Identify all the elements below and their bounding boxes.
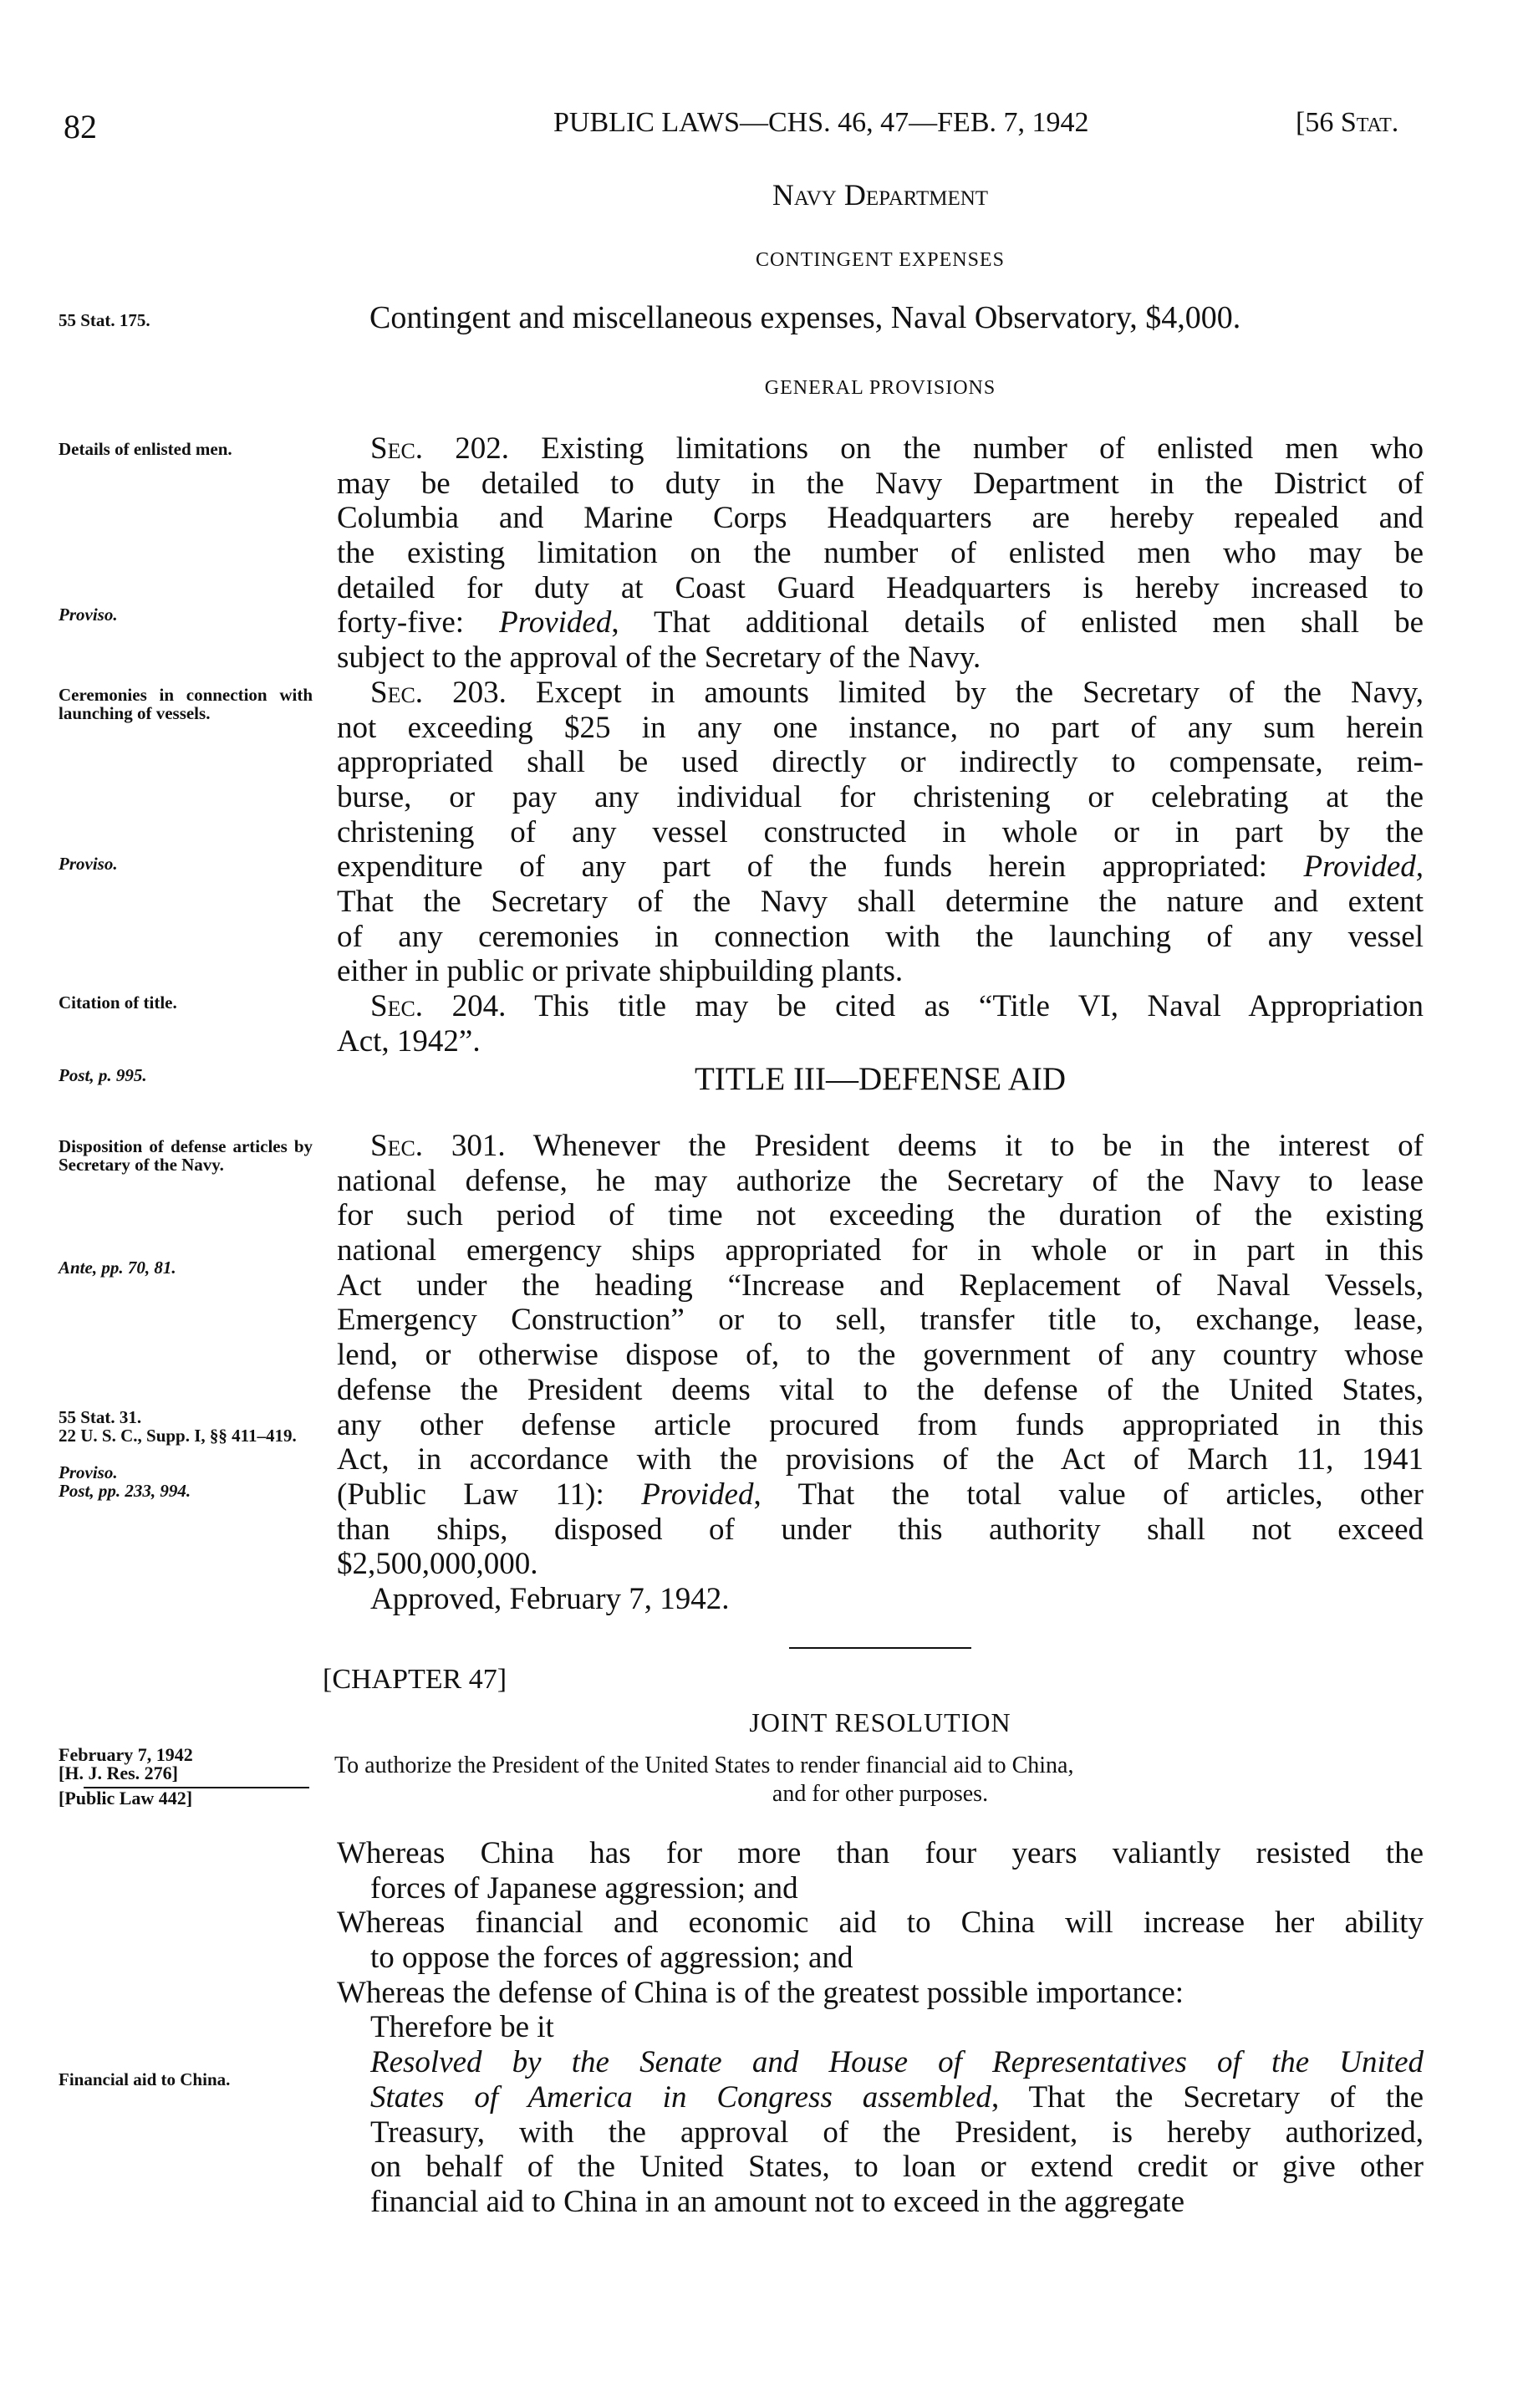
joint-resolution-text (337, 1836, 1424, 2220)
text-line: (Public Law 11): Provided, That the total value of articles, other (337, 1477, 1424, 1512)
section-label: Sec. (370, 989, 424, 1023)
text-line: Act under the heading “Increase and Replacement of Naval Vessels, (337, 1268, 1424, 1303)
text-line: subject to the approval of the Secretary of the Navy. (337, 640, 981, 676)
text-line: may be detailed to duty in the Navy Department in the District of (337, 466, 1424, 501)
text-line: than ships, disposed of under this authority shall not exceed (337, 1512, 1424, 1547)
note-usc: 22 U. S. C., Supp. I, §§ 411–419. (59, 1426, 297, 1446)
text-line: any other defense article procured from funds appropriated in this (337, 1407, 1424, 1442)
purpose-line-1: To authorize the President of the United States to render financial aid to China, (334, 1752, 1074, 1778)
note-post-995: Post, p. 995. (59, 1065, 147, 1085)
text-line: not exceeding $25 in any one instance, no part of any sum herein (337, 710, 1424, 745)
text-line: appropriated shall be used directly or indirectly to compensate, reim- (337, 745, 1424, 780)
italic-text: States of America in Congress assembled (370, 2079, 991, 2115)
chapter-label: [CHAPTER 47] (323, 1664, 507, 1695)
text-line: financial aid to China in an amount not to exceed in the aggregate (370, 2184, 1184, 2219)
text-line: forty-five: Provided, That additional details of enlisted men shall be (337, 605, 1424, 640)
volume-label: [56 Stat. (1296, 107, 1399, 138)
navy-department-heading: Navy Department (772, 178, 989, 212)
text-line: Whereas China has for more than four years valiantly resisted the (337, 1836, 1424, 1870)
note-citation: Citation of title. (59, 992, 177, 1013)
section-label: Sec. (370, 431, 424, 466)
text-line: of any ceremonies in connection with the launching of any vessel (337, 919, 1424, 954)
text-line: Columbia and Marine Corps Headquarters are hereby repealed and (337, 501, 1424, 536)
text-line: to oppose the forces of aggression; and (370, 1941, 853, 1976)
general-provisions-heading: GENERAL PROVISIONS (764, 377, 996, 399)
text-line: Whereas financial and economic aid to China will increase her ability (337, 1905, 1424, 1941)
note-details-enlisted: Details of enlisted men. (59, 439, 232, 459)
note-disposition: Disposition of defense articles by Secretary of the Navy. (59, 1136, 313, 1175)
section-label: Sec. (370, 1129, 424, 1163)
italic-text: Provided (641, 1477, 754, 1512)
text-line (337, 2045, 1424, 2080)
contingent-expenses-heading: CONTINGENT EXPENSES (756, 249, 1005, 271)
chapter-divider (789, 1647, 971, 1649)
note-stat-31: 55 Stat. 31. (59, 1407, 142, 1427)
text-line: defense the President deems vital to the defense of the United States, (337, 1372, 1424, 1407)
note-post-233: Post, pp. 233, 994. (59, 1481, 191, 1501)
note-ceremonies: Ceremonies in connection with launching of vessels. (59, 685, 313, 723)
purpose-line-2: and for other purposes. (772, 1781, 989, 1807)
page-number: 82 (64, 108, 97, 145)
text-line: christening of any vessel constructed in whole or in part by the (337, 814, 1424, 849)
note-financial-aid: Financial aid to China. (59, 2069, 231, 2089)
text-line: States of America in Congress assembled, That the Secretary of the (370, 2079, 1424, 2115)
note-date: February 7, 1942 (59, 1744, 193, 1765)
text-line: Sec. 301. Whenever the President deems it to be in the interest of (370, 1129, 1424, 1163)
note-ante: Ante, pp. 70, 81. (59, 1258, 176, 1278)
text-line: Whereas the defense of China is of the greatest possible importance: (337, 1975, 1184, 2010)
text-line: $2,500,000,000. (337, 1547, 538, 1582)
text-line: Therefore be it (370, 2010, 554, 2045)
note-stat-175: 55 Stat. 175. (59, 310, 150, 330)
italic-text: Provided (499, 605, 612, 640)
running-title: PUBLIC LAWS—CHS. 46, 47—FEB. 7, 1942 (553, 107, 1089, 138)
note-hjres: [H. J. Res. 276] (59, 1763, 178, 1783)
text-line: forces of Japanese aggression; and (370, 1870, 798, 1905)
italic-text: Provided, (1303, 849, 1424, 885)
text-line: national defense, he may authorize the Secretary of the Navy to lease (337, 1163, 1424, 1198)
text-line: Sec. 204. This title may be cited as “Title VI, Naval Appropriation (370, 989, 1424, 1023)
text-line: detailed for duty at Coast Guard Headquarters is hereby increased to (337, 570, 1424, 605)
italic-text: Resolved by the Senate and House of Representatives of the United (370, 2045, 1424, 2080)
text-line: Emergency Construction” or to sell, transfer title to, exchange, lease, (337, 1303, 1424, 1338)
text-line: Sec. 203. Except in amounts limited by the Secretary of the Navy, (370, 675, 1424, 710)
text-line: Act, in accordance with the provisions of the Act of March 11, 1941 (337, 1442, 1424, 1477)
section-label: Sec. (370, 675, 424, 710)
text-line: either in public or private shipbuilding plants. (337, 954, 904, 989)
note-proviso: Proviso. (59, 854, 118, 874)
text-line: Treasury, with the approval of the President, is hereby authorized, (370, 2115, 1424, 2150)
text-line: the existing limitation on the number of enlisted men who may be (337, 536, 1424, 571)
sections-202-204 (337, 431, 1424, 1059)
text-line: expenditure of any part of the funds herein appropriated: Provided, (337, 849, 1424, 885)
note-proviso: Proviso. (59, 605, 118, 625)
note-proviso: Proviso. (59, 1462, 118, 1482)
text-line: burse, or pay any individual for christening or celebrating at the (337, 779, 1424, 814)
text-line: Approved, February 7, 1942. (370, 1581, 730, 1616)
text-line: for such period of time not exceeding the duration of the existing (337, 1198, 1424, 1233)
text-line: lend, or otherwise dispose of, to the government of any country whose (337, 1338, 1424, 1373)
title-iii-heading: TITLE III—DEFENSE AID (694, 1061, 1067, 1097)
section-301 (337, 1129, 1424, 1617)
text-line: That the Secretary of the Navy shall determine the nature and extent (337, 884, 1424, 919)
joint-resolution-heading: JOINT RESOLUTION (749, 1707, 1011, 1737)
text-line: on behalf of the United States, to loan or extend credit or give other (370, 2150, 1424, 2185)
text-line: national emergency ships appropriated for in whole or in part in this (337, 1233, 1424, 1268)
contingent-line: Contingent and miscellaneous expenses, Naval Observatory, $4,000. (369, 300, 1241, 335)
text-line: Act, 1942”. (337, 1023, 481, 1059)
text-line: Sec. 202. Existing limitations on the number of enlisted men who (370, 431, 1424, 466)
note-public-law: [Public Law 442] (59, 1788, 193, 1809)
